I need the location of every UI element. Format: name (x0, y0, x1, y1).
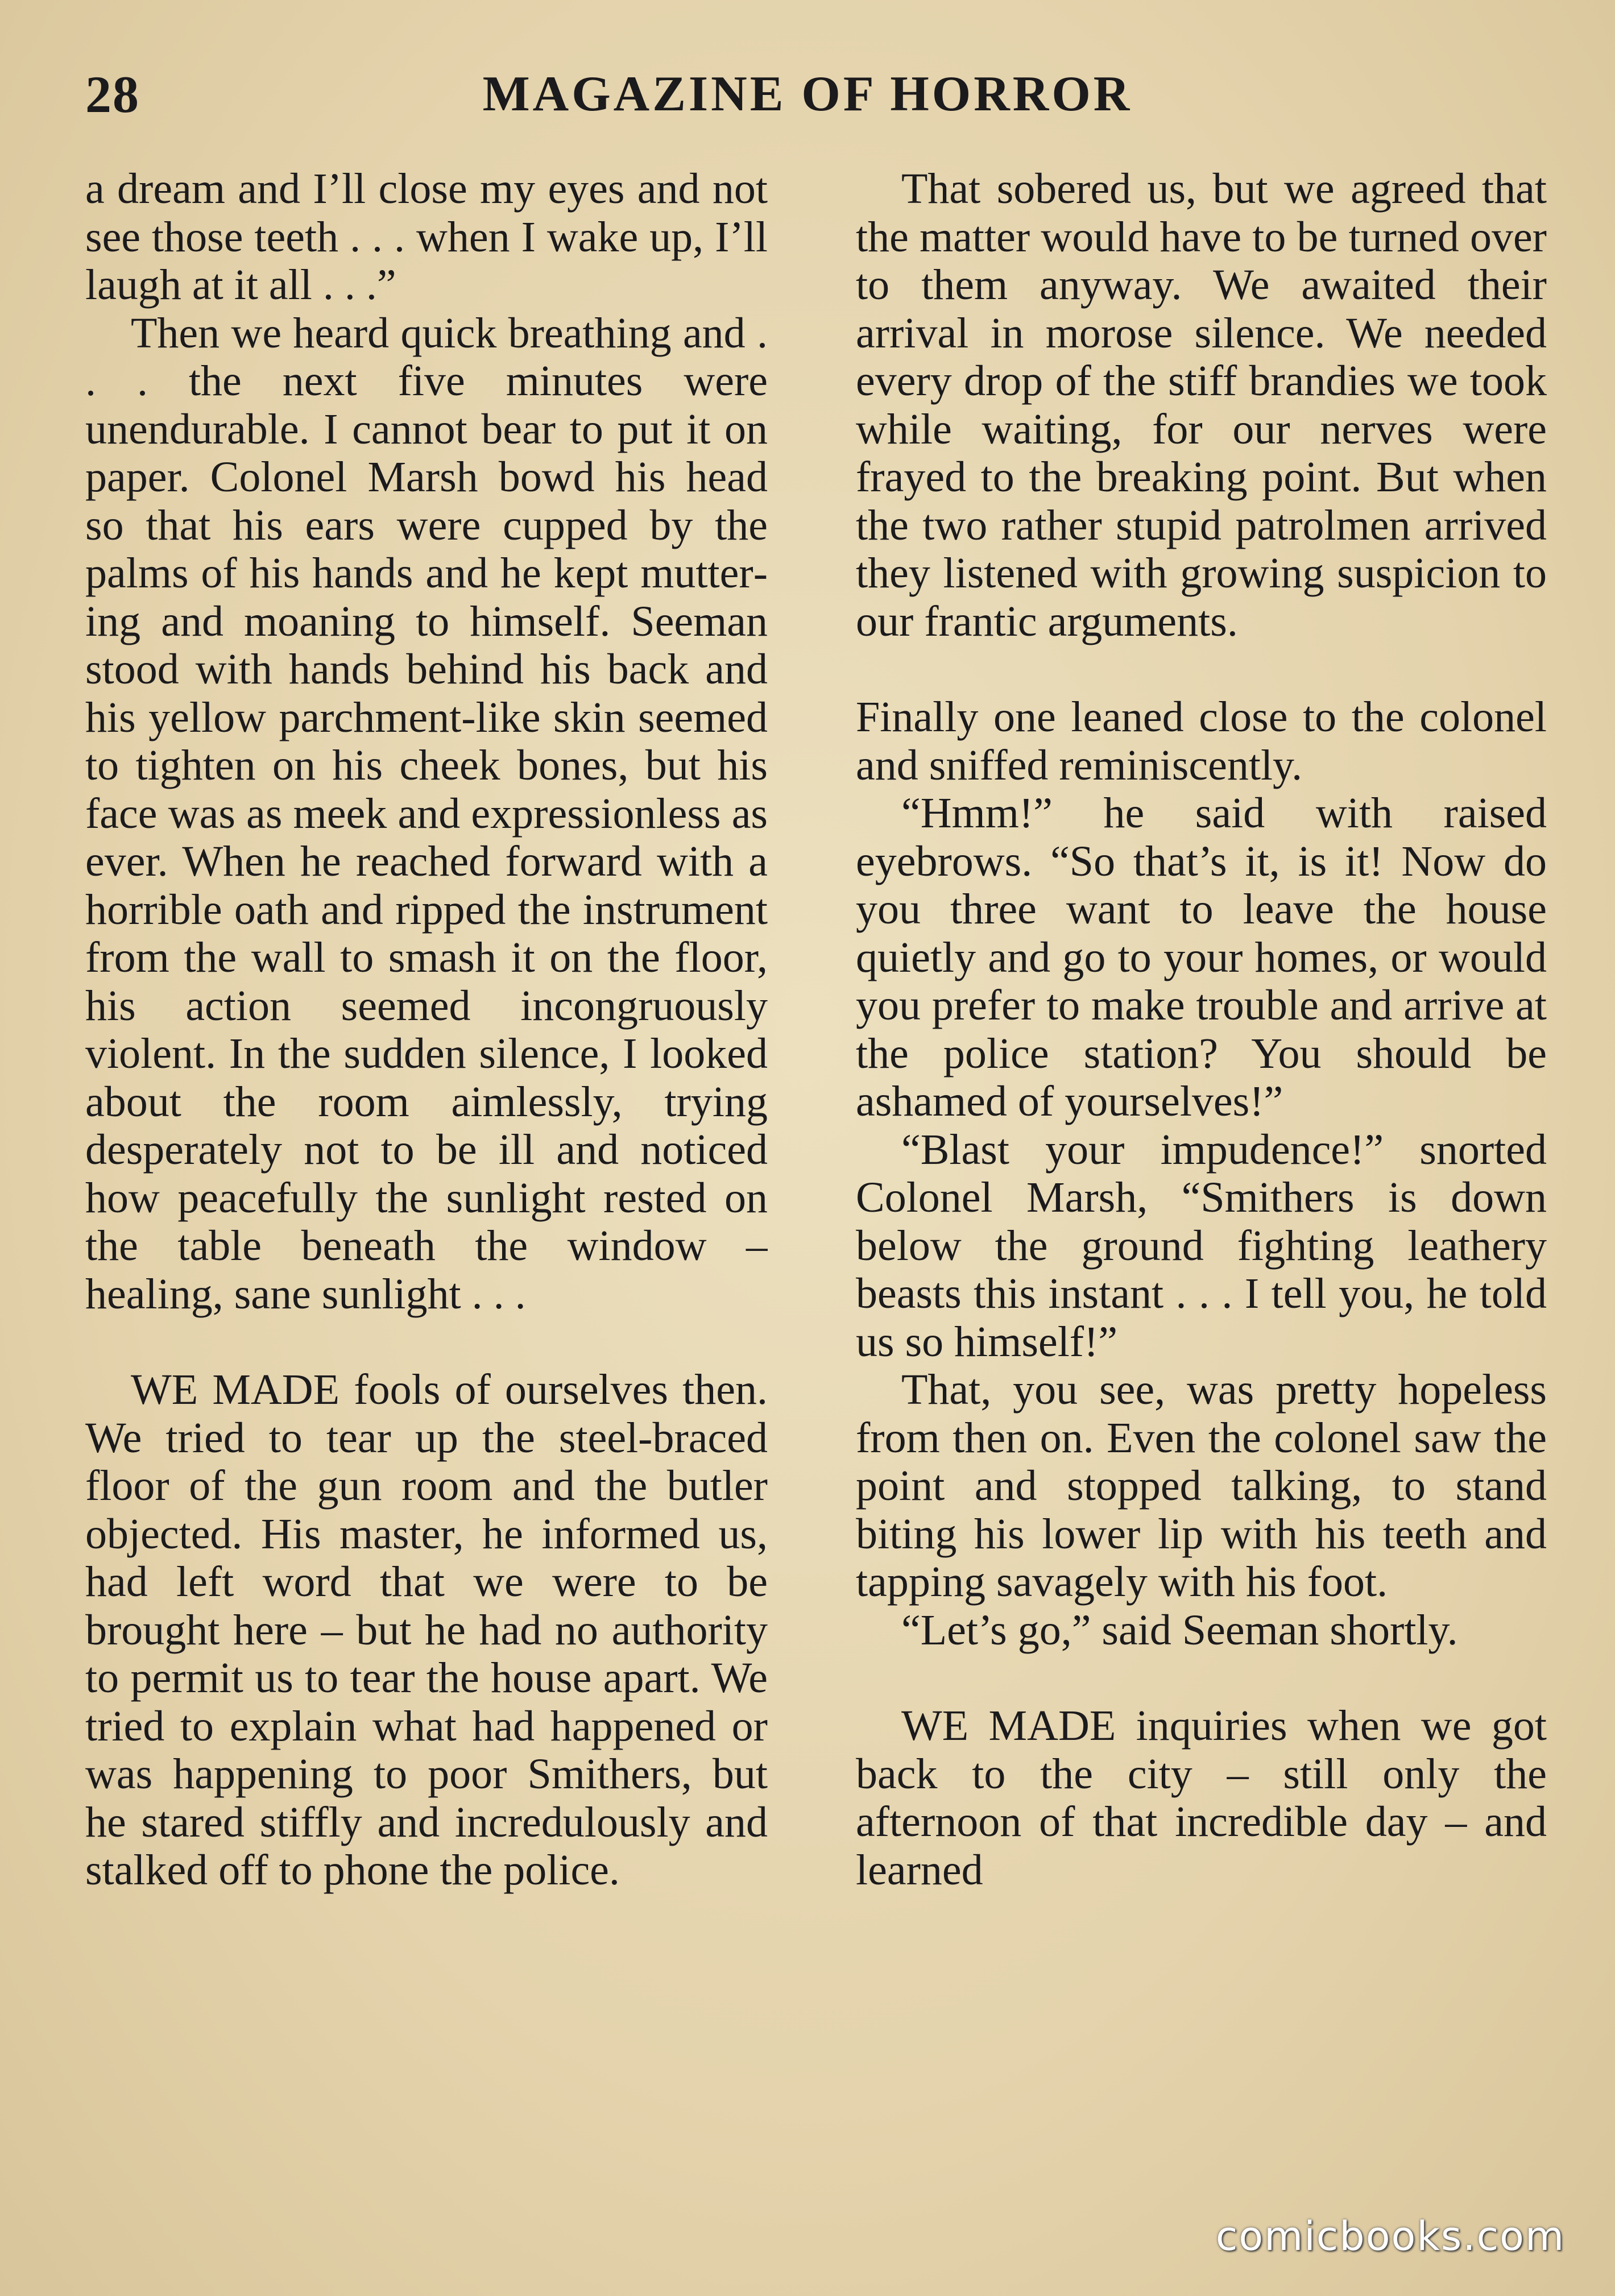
paragraph: Finally one leaned close to the colonel and sniffed reminiscently. (856, 693, 1547, 789)
paragraph: “Hmm!” he said with raised eyebrows. “So that’s it, is it! Now do you three want to leave the house quietly and go to your homes, or would you prefer to make trouble and arrive at the police station? You should be ashamed of yourselves!” (856, 789, 1547, 1125)
paragraph: That sobered us, but we agreed that the matter would have to be turned over to them anyway. We awaited their arrival in morose silence. We needed every drop of the stiff brandies we took while waiting, for our nerves were frayed to the breaking point. But when the two rather stupid patrolmen arrived they listened with growing suspicion to our frantic arguments. (856, 165, 1547, 645)
page-number: 28 (85, 65, 140, 123)
paragraph: “Blast your impudence!” snorted Colonel Marsh, “Smithers is down below the ground fighting leathery beasts this instant . . . I tell you, he told us so himself!” (856, 1125, 1547, 1366)
paragraph: “Let’s go,” said Seeman shortly. (901, 1606, 1458, 1654)
section-paragraph: WE MADE fools of ourselves then. We tried to tear up the steel-braced floor of the gun room and the butler objected. His master, he informed us, had left word that we were to be brought here – but he had no authority to permit us to tear the house apart. We tried to explain what had happened or was happening to poor Smithers, but he stared stiffly and incredulously and stalked off to phone the police. (85, 1366, 768, 1894)
page-header (0, 0, 1615, 171)
left-column (85, 165, 768, 2212)
magazine-title: MAGAZINE OF HORROR (482, 67, 1133, 122)
paragraph-continued: a dream and I’ll close my eyes and not see those teeth . . . when I wake up, I’ll laugh at it all . . .” (85, 165, 768, 309)
paragraph: That, you see, was pretty hopeless from then on. Even the colonel saw the point and stopped talking, to stand biting his lower lip with his teeth and tapping savagely with his foot. (856, 1366, 1547, 1606)
section-paragraph: WE MADE inquiries when we got back to the city – still only the afternoon of that incredible day – and learned (856, 1702, 1547, 1894)
paragraph: Then we heard quick breathing and . . . the next five minutes were unendurable. I cannot bear to put it on paper. Colonel Marsh bowd his head so that his ears were cupped by the palms of his hands and he kept muttering and moaning to himself. Seeman stood with hands behind his back and his yellow parchment-like skin seemed to tighten on his cheek bones, but his face was as meek and expressionless as ever. When he reached forward with a horrible oath and ripped the instrument from the wall to smash it on the floor, his action seemed incongruously violent. In the sudden silence, I looked about the room aimlessly, trying desperately not to be ill and noticed how peacefully the sunlight rested on the table beneath the window – healing, sane sunlight . . . (85, 309, 768, 1318)
watermark-text: comicbooks.com (1215, 2213, 1566, 2260)
right-column (856, 165, 1547, 2212)
